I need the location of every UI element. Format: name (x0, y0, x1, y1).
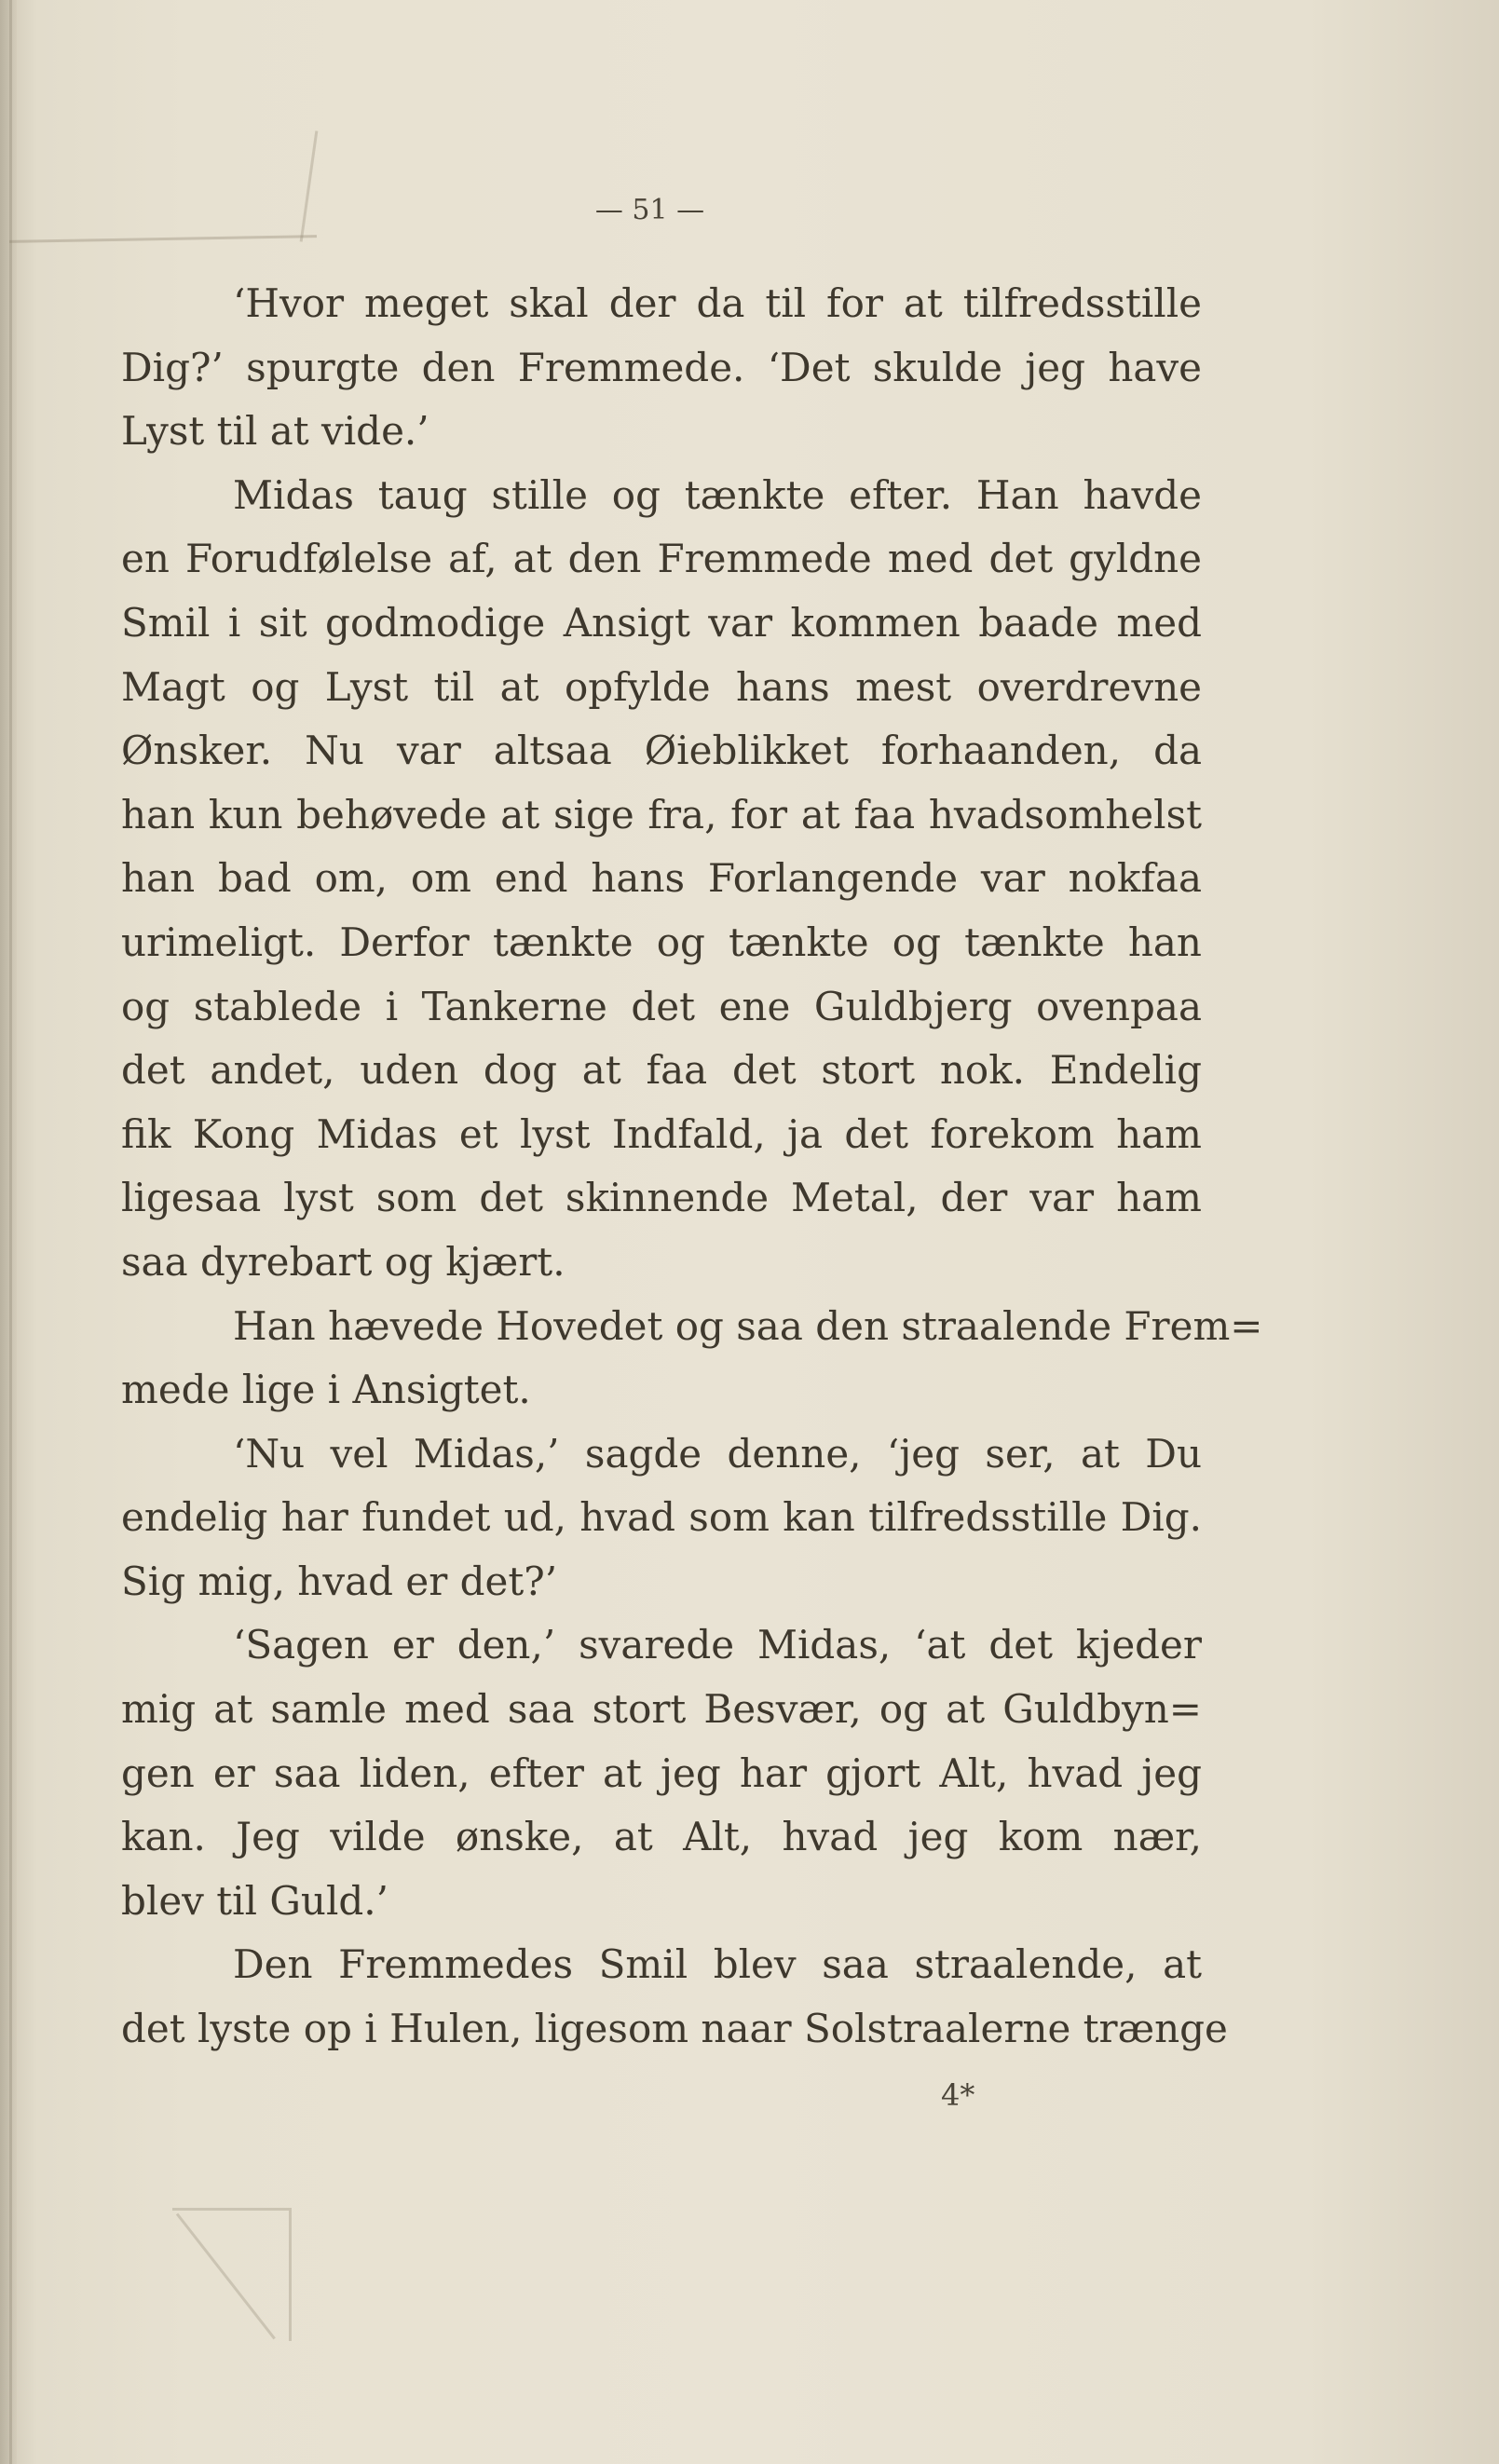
text-line: Midas taug stille og tænkte efter. Han havde (233, 471, 1202, 518)
text-line: mede lige i Ansigtet. (121, 1367, 531, 1413)
text-line: kan. Jeg vilde ønske, at Alt, hvad jeg kom nær, (121, 1814, 1202, 1860)
text-line: urimeligt. Derfor tænkte og tænkte og tænkte han (121, 919, 1202, 965)
text-line: og stablede i Tankerne det ene Guldbjerg ovenpaa (121, 983, 1202, 1029)
text-line: han bad om, om end hans Forlangende var nokfaa (121, 855, 1202, 902)
signature-mark: 4* (941, 2077, 975, 2113)
text-line: Ønsker. Nu var altsaa Øieblikket forhaanden, da (121, 728, 1202, 774)
body-text (121, 272, 1263, 2062)
text-line: det lyste op i Hulen, ligesom naar Solstraalerne trænge (121, 2006, 1228, 2052)
text-line: ‘Sagen er den,’ svarede Midas, ‘at det kjeder (233, 1622, 1202, 1668)
text-line: ligesaa lyst som det skinnende Metal, der var ham (121, 1175, 1202, 1221)
text-line: saa dyrebart og kjært. (121, 1238, 566, 1285)
text-line: Han hævede Hovedet og saa den straalende Frem= (233, 1302, 1263, 1349)
text-line: Sig mig, hvad er det?’ (121, 1558, 558, 1604)
page-crease (9, 0, 12, 2464)
text-line: fik Kong Midas et lyst Indfald, ja det forekom ham (121, 1110, 1202, 1157)
text-line: endelig har fundet ud, hvad som kan tilfredsstille Dig. (121, 1494, 1202, 1541)
text-line: mig at samle med saa stort Besvær, og at Guldbyn= (121, 1686, 1202, 1733)
text-line: en Forudfølelse af, at den Fremmede med det gyldne (121, 536, 1202, 582)
paper-mark (9, 235, 317, 243)
page-number: — 51 — (594, 194, 705, 226)
text-line: ‘Nu vel Midas,’ sagde denne, ‘jeg ser, at Du (233, 1430, 1202, 1477)
text-line: det andet, uden dog at faa det stort nok. Endelig (121, 1047, 1202, 1094)
text-line: ‘Hvor meget skal der da til for at tilfredsstille (233, 280, 1202, 326)
text-line: Dig?’ spurgte den Fremmede. ‘Det skulde jeg have (121, 344, 1202, 390)
text-line: Den Fremmedes Smil blev saa straalende, at (233, 1941, 1202, 1988)
binding-edge (0, 0, 17, 2464)
text-line: Smil i sit godmodige Ansigt var kommen baade med (121, 599, 1202, 646)
text-line: gen er saa liden, efter at jeg har gjort Alt, hvad jeg (121, 1749, 1202, 1796)
text-line: Lyst til at vide.’ (121, 408, 429, 455)
text-line: Magt og Lyst til at opfylde hans mest overdrevne (121, 663, 1202, 710)
text-line: han kun behøvede at sige fra, for at faa hvadsomhelst (121, 791, 1202, 837)
text-line: blev til Guld.’ (121, 1877, 388, 1924)
